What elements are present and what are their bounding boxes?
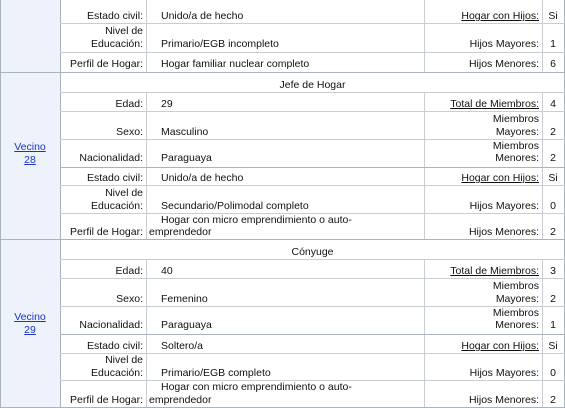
vecino-29-link[interactable] — [0, 311, 60, 337]
nivel-label-line1: Nivel de — [105, 25, 143, 37]
miembros-menores-value: 1 — [550, 319, 556, 331]
perfil-value-line2: emprendedor — [149, 226, 212, 238]
estado-civil-value: Unido/a de hecho — [161, 172, 244, 184]
perfil-label: Perfil de Hogar: — [70, 58, 143, 70]
vecino-28-link-line2: 28 — [24, 154, 36, 166]
miembros-menores-label-line2: Menores: — [495, 152, 539, 164]
section-title-jefe: Jefe de Hogar — [279, 79, 346, 91]
group-divider — [0, 72, 565, 73]
estado-civil-value: Unido/a de hecho — [161, 10, 244, 22]
miembros-menores-label-line1: Miembros — [492, 140, 539, 152]
nivel-value: Primario/EGB incompleto — [161, 38, 279, 50]
miembros-menores-label-line2: Menores: — [495, 319, 539, 331]
nivel-value: Primario/EGB completo — [161, 367, 271, 379]
sexo-label: Sexo: — [116, 126, 143, 138]
miembros-menores-value: 2 — [550, 152, 556, 164]
edad-value: 40 — [161, 265, 173, 277]
hijos-mayores-value: 0 — [550, 200, 556, 212]
total-miembros-label: Total de Miembros: — [450, 98, 539, 110]
vecino-29-link-line1: Vecino — [14, 311, 46, 323]
row-divider — [60, 52, 565, 53]
sexo-label: Sexo: — [116, 293, 143, 305]
estado-civil-label: Estado civil: — [86, 340, 143, 352]
nivel-label-line1: Nivel de — [105, 187, 143, 199]
perfil-value: Hogar familiar nuclear completo — [161, 58, 310, 70]
cell-divider — [146, 0, 147, 72]
total-miembros-label: Total de Miembros: — [450, 265, 539, 277]
miembros-menores-label-line1: Miembros — [492, 307, 539, 319]
hijos-menores-value: 2 — [550, 226, 556, 238]
miembros-mayores-label-line2: Mayores: — [495, 293, 539, 305]
total-miembros-value: 3 — [550, 265, 556, 277]
sexo-value: Femenino — [161, 293, 208, 305]
nivel-label-line2: Educación: — [91, 200, 143, 212]
hogar-hijos-label: Hogar con Hijos: — [461, 340, 539, 352]
sexo-value: Masculino — [161, 126, 209, 138]
vecino-28-link[interactable] — [0, 141, 60, 167]
nacionalidad-value: Paraguaya — [161, 319, 212, 331]
hogar-hijos-label: Hogar con Hijos: — [461, 10, 539, 22]
nivel-label-line2: Educación: — [91, 367, 143, 379]
hijos-menores-value: 6 — [550, 58, 556, 70]
hogar-hijos-value: Si — [548, 10, 558, 22]
left-border — [0, 0, 1, 408]
nivel-label-line2: Educación: — [91, 38, 143, 50]
nivel-label-line1: Nivel de — [105, 354, 143, 366]
miembros-mayores-label-line1: Miembros — [492, 113, 539, 125]
hijos-mayores-label: Hijos Mayores: — [469, 367, 539, 379]
perfil-value-line1: Hogar con micro emprendimiento o auto- — [161, 381, 352, 393]
row-divider — [60, 334, 565, 335]
hijos-mayores-value: 0 — [550, 367, 556, 379]
estado-civil-label: Estado civil: — [86, 10, 143, 22]
perfil-label: Perfil de Hogar: — [70, 394, 143, 406]
hogar-hijos-label: Hogar con Hijos: — [461, 172, 539, 184]
miembros-mayores-value: 2 — [550, 293, 556, 305]
vecino-28-link-line1: Vecino — [14, 141, 46, 153]
hijos-mayores-label: Hijos Mayores: — [469, 38, 539, 50]
hijos-menores-label: Hijos Menores: — [468, 394, 539, 406]
nacionalidad-label: Nacionalidad: — [79, 319, 143, 331]
vecino-column — [0, 0, 60, 408]
nivel-value: Secundario/Polimodal completo — [161, 200, 309, 212]
miembros-mayores-label-line2: Mayores: — [495, 126, 539, 138]
total-miembros-value: 4 — [550, 98, 556, 110]
section-title-conyuge: Cónyuge — [291, 246, 334, 258]
estado-civil-value: Soltero/a — [161, 340, 204, 352]
cell-divider — [542, 0, 543, 72]
perfil-label: Perfil de Hogar: — [70, 226, 143, 238]
miembros-mayores-value: 2 — [550, 126, 556, 138]
hijos-mayores-label: Hijos Mayores: — [469, 200, 539, 212]
hijos-menores-value: 2 — [550, 394, 556, 406]
row-divider — [60, 167, 565, 168]
vecino-29-link-line2: 29 — [24, 324, 36, 336]
edad-label: Edad: — [115, 265, 143, 277]
perfil-value-line2: emprendedor — [149, 394, 212, 406]
nacionalidad-label: Nacionalidad: — [79, 152, 143, 164]
hogar-hijos-value: Si — [548, 340, 558, 352]
miembros-mayores-label-line1: Miembros — [492, 280, 539, 292]
row-divider — [60, 259, 565, 260]
estado-civil-label: Estado civil: — [86, 172, 143, 184]
edad-label: Edad: — [115, 98, 143, 110]
cell-divider — [542, 92, 543, 239]
cell-divider — [146, 92, 147, 239]
hijos-mayores-value: 1 — [550, 38, 556, 50]
row-divider — [60, 92, 565, 93]
hijos-menores-label: Hijos Menores: — [468, 58, 539, 70]
nacionalidad-value: Paraguaya — [161, 152, 212, 164]
hogar-hijos-value: Si — [548, 172, 558, 184]
edad-value: 29 — [161, 98, 173, 110]
perfil-value-line1: Hogar con micro emprendimiento o auto- — [161, 214, 352, 226]
group-divider — [0, 239, 565, 240]
hijos-menores-label: Hijos Menores: — [468, 226, 539, 238]
